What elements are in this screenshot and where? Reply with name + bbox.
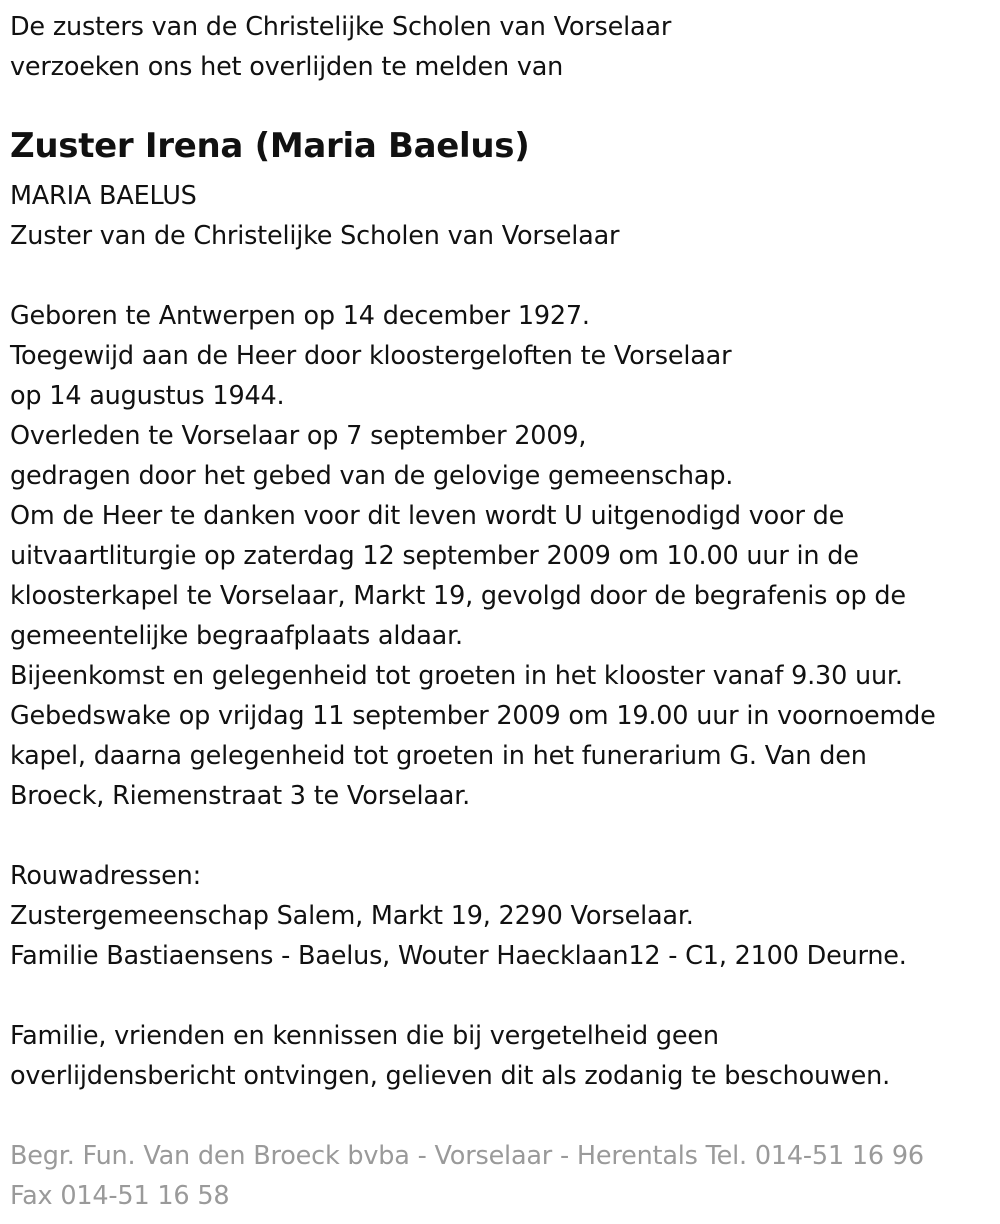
addresses-heading: Rouwadressen:	[10, 861, 202, 891]
body-line: kapel, daarna gelegenheid tot groeten in het funerarium G. Van den	[10, 741, 867, 771]
body-line: Toegewijd aan de Heer door kloostergeloften te Vorselaar	[10, 341, 732, 371]
deceased-title: Zuster Irena (Maria Baelus)	[10, 126, 530, 166]
notice-text	[10, 1016, 995, 1096]
deceased-role: Zuster van de Christelijke Scholen van Vorselaar	[10, 221, 620, 251]
intro-line-1: De zusters van de Christelijke Scholen van Vorselaar	[10, 12, 672, 42]
spacer	[10, 1096, 995, 1136]
obituary-notice	[10, 7, 995, 1216]
body-line: op 14 augustus 1944.	[10, 381, 285, 411]
body-line: uitvaartliturgie op zaterdag 12 september 2009 om 10.00 uur in de	[10, 541, 859, 571]
mourning-addresses	[10, 856, 995, 976]
intro-line-2: verzoeken ons het overlijden te melden van	[10, 52, 564, 82]
body-line: Broeck, Riemenstraat 3 te Vorselaar.	[10, 781, 471, 811]
funeral-home-footer	[10, 1136, 995, 1216]
address-line: Familie Bastiaensens - Baelus, Wouter Haecklaan12 - C1, 2100 Deurne.	[10, 941, 907, 971]
spacer	[10, 976, 995, 1016]
footer-line: Begr. Fun. Van den Broeck bvba - Vorselaar - Herentals Tel. 014-51 16 96	[10, 1141, 924, 1171]
notice-line: Familie, vrienden en kennissen die bij vergetelheid geen	[10, 1021, 719, 1051]
footer-line: Fax 014-51 16 58	[10, 1181, 230, 1211]
spacer	[10, 256, 995, 296]
body-line: gemeentelijke begraafplaats aldaar.	[10, 621, 463, 651]
body-line: kloosterkapel te Vorselaar, Markt 19, gevolgd door de begrafenis op de	[10, 581, 906, 611]
body-line: Om de Heer te danken voor dit leven wordt U uitgenodigd voor de	[10, 501, 845, 531]
body-line: Geboren te Antwerpen op 14 december 1927.	[10, 301, 590, 331]
spacer	[10, 816, 995, 856]
body-line: Bijeenkomst en gelegenheid tot groeten in het klooster vanaf 9.30 uur.	[10, 661, 903, 691]
body-line: Overleden te Vorselaar op 7 september 2009,	[10, 421, 587, 451]
body-line: Gebedswake op vrijdag 11 september 2009 om 19.00 uur in voornoemde	[10, 701, 936, 731]
deceased-name: MARIA BAELUS	[10, 181, 197, 211]
notice-line: overlijdensbericht ontvingen, gelieven dit als zodanig te beschouwen.	[10, 1061, 891, 1091]
body-text	[10, 296, 995, 816]
body-line: gedragen door het gebed van de gelovige gemeenschap.	[10, 461, 734, 491]
address-line: Zustergemeenschap Salem, Markt 19, 2290 Vorselaar.	[10, 901, 694, 931]
